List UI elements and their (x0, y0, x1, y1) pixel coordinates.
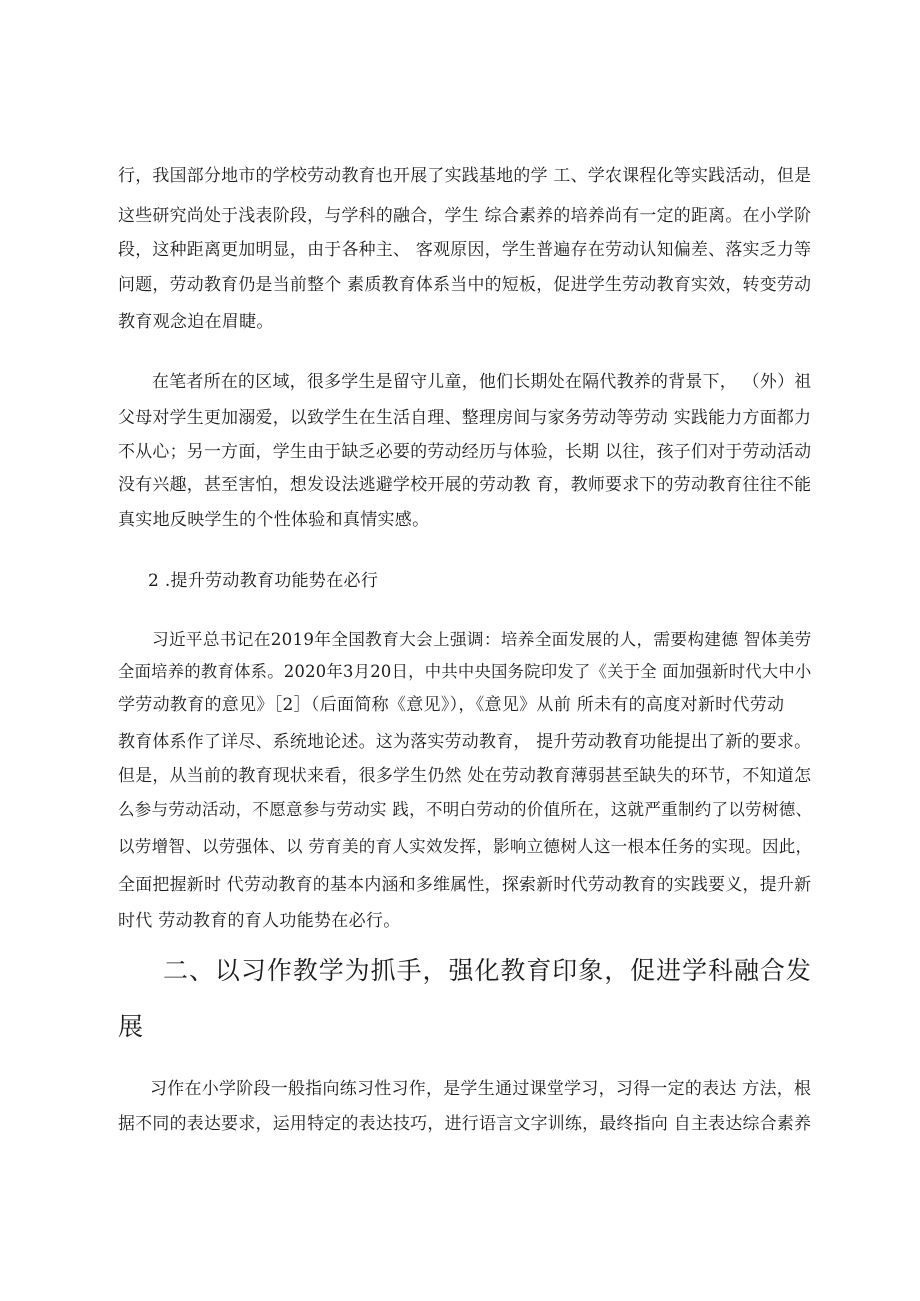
paragraph-line: 行，我国部分地市的学校劳动教育也开展了实践基地的学 工、学农课程化等实践活动，但是 (118, 165, 812, 185)
paragraph-line: 教育体系作了详尽、系统地论述。这为落实劳动教育， 提升劳动教育功能提出了新的要求。 (118, 731, 812, 751)
paragraph-line: 习近平总书记在2019年全国教育大会上强调：培养全面发展的人，需要构建德 智体美劳 (152, 630, 812, 649)
subheading: 2 .提升劳动教育功能势在必行 (148, 571, 379, 591)
section-heading-line: 二、以习作教学为抓手，强化教育印象，促进学科融合发 (163, 956, 812, 985)
paragraph-line: 习作在小学阶段一般指向练习性习作，是学生通过课堂学习，习得一定的表达 方法，根 (150, 1078, 812, 1098)
paragraph-line: 全面把握新时 代劳动教育的基本内涵和多维属性，探索新时代劳动教育的实践要义，提升新 (118, 874, 812, 894)
paragraph-line: 不从心；另一方面，学生由于缺乏必要的劳动经历与体验，长期 以往，孩子们对于劳动活动 (118, 441, 812, 461)
paragraph-line: 教育观念迫在眉睫。 (118, 312, 274, 332)
paragraph-line: 学劳动教育的意见》［2］（后面简称《意见》），《意见》从前 所未有的高度对新时代劳动 (118, 695, 785, 715)
paragraph-line: 这些研究尚处于浅表阶段，与学科的融合，学生 综合素养的培养尚有一定的距离。在小学阶 (118, 205, 812, 225)
paragraph-line: 没有兴趣，甚至害怕，想发设法逃避学校开展的劳动教 育，教师要求下的劳动教育往往不能 (118, 474, 812, 494)
paragraph-line: 父母对学生更加溺爱，以致学生在生活自理、整理房间与家务劳动等劳动 实践能力方面都力 (118, 407, 812, 427)
paragraph-line: 以劳增智、以劳强体、以 劳育美的育人实效发挥，影响立德树人这一根本任务的实现。因此， (118, 837, 813, 856)
paragraph-line: 么参与劳动活动，不愿意参与劳动实 践，不明白劳动的价值所在，这就严重制约了以劳树德、 (118, 800, 813, 819)
paragraph-line: 问题，劳动教育仍是当前整个 素质教育体系当中的短板，促进学生劳动教育实效，转变劳动 (118, 274, 812, 294)
paragraph-line: 据不同的表达要求，运用特定的表达技巧，进行语言文字训练，最终指向 自主表达综合素养 (118, 1113, 812, 1133)
paragraph-line: 在笔者所在的区域，很多学生是留守儿童，他们长期处在隔代教养的背景下， （外）祖 (152, 371, 812, 391)
section-heading-line: 展 (118, 1012, 145, 1041)
paragraph-line: 真实地反映学生的个性体验和真情实感。 (118, 510, 430, 530)
paragraph-line: 全面培养的教育体系。2020年3月20日，中共中央国务院印发了《关于全 面加强新时代大中小 (118, 662, 812, 681)
paragraph-line: 段，这种距离更加明显，由于各种主、 客观原因，学生普遍存在劳动认知偏差、落实乏力等 (118, 239, 812, 259)
paragraph-line: 时代 劳动教育的育人功能势在必行。 (118, 911, 401, 931)
paragraph-line: 但是，从当前的教育现状来看，很多学生仍然 处在劳动教育薄弱甚至缺失的环节，不知道怎 (118, 765, 812, 785)
